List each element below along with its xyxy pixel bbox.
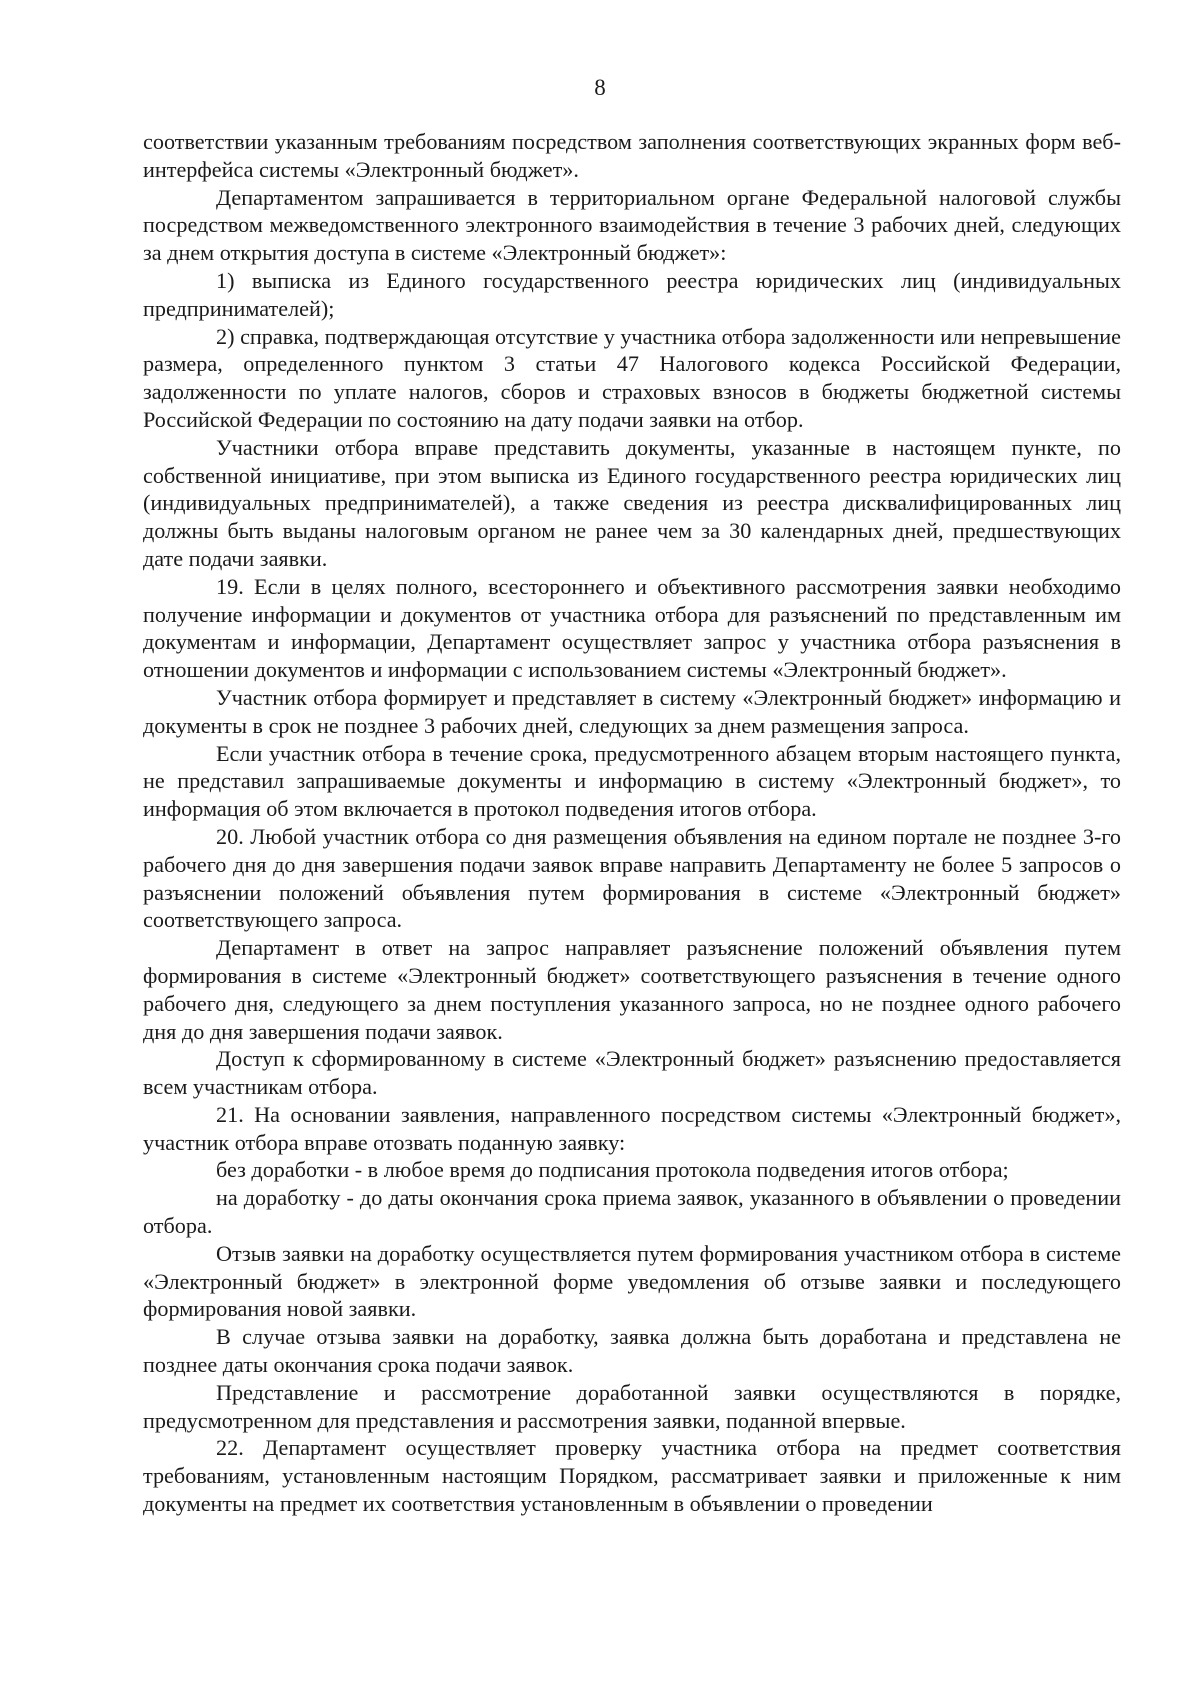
paragraph: 19. Если в целях полного, всестороннего и объективного рассмотрения заявки необходимо получение информации и документов от участника отбора для разъяснений по представленным им документам и информации, Департамент осуществляет запрос у участника отбора разъяснения в отношении документов и информации с использованием системы «Электронный бюджет».	[143, 573, 1121, 683]
page-number: 8	[594, 75, 606, 100]
document-body	[143, 128, 1121, 1518]
paragraph: Участники отбора вправе представить документы, указанные в настоящем пункте, по собственной инициативе, при этом выписка из Единого государственного реестра юридических лиц (индивидуальных предпринимателей), а также сведения из реестра дисквалифицированных лиц должны быть выданы налоговым органом не ранее чем за 30 календарных дней, предшествующих дате подачи заявки.	[143, 434, 1121, 571]
paragraph: Департамент в ответ на запрос направляет разъяснение положений объявления путем формирования в системе «Электронный бюджет» соответствующего разъяснения в течение одного рабочего дня, следующего за днем поступления указанного запроса, но не позднее одного рабочего дня до дня завершения подачи заявок.	[143, 935, 1121, 1044]
paragraph: Участник отбора формирует и представляет в систему «Электронный бюджет» информацию и документы в срок не позднее 3 рабочих дней, следующих за днем размещения запроса.	[143, 684, 1121, 738]
paragraph: на доработку - до даты окончания срока приема заявок, указанного в объявлении о проведении отбора.	[143, 1185, 1121, 1239]
paragraph: Департаментом запрашивается в территориальном органе Федеральной налоговой службы посредством межведомственного электронного взаимодействия в течение 3 рабочих дней, следующих за днем открытия доступа в системе «Электронный бюджет»:	[143, 184, 1121, 266]
paragraph: Отзыв заявки на доработку осуществляется путем формирования участником отбора в системе «Электронный бюджет» в электронной форме уведомления об отзыве заявки и последующего формирования новой заявки.	[143, 1240, 1121, 1322]
paragraph: 20. Любой участник отбора со дня размещения объявления на едином портале не позднее 3-го рабочего дня до дня завершения подачи заявок вправе направить Департаменту не более 5 запросов о разъяснении положений объявления путем формирования в системе «Электронный бюджет» соответствующего запроса.	[143, 823, 1121, 933]
paragraph: 2) справка, подтверждающая отсутствие у участника отбора задолженности или непревышение размера, определенного пунктом 3 статьи 47 Налогового кодекса Российской Федерации, задолженности по уплате налогов, сборов и страховых взносов в бюджеты бюджетной системы Российской Федерации по состоянию на дату подачи заявки на отбор.	[143, 323, 1121, 432]
paragraph: В случае отзыва заявки на доработку, заявка должна быть доработана и представлена не позднее даты окончания срока подачи заявок.	[143, 1324, 1121, 1378]
paragraph: 22. Департамент осуществляет проверку участника отбора на предмет соответствия требованиям, установленным настоящим Порядком, рассматривает заявки и приложенные к ним документы на предмет их соответствия установленным в объявлении о проведении	[143, 1435, 1121, 1517]
paragraph: 21. На основании заявления, направленного посредством системы «Электронный бюджет», участник отбора вправе отозвать поданную заявку:	[143, 1101, 1121, 1155]
paragraph: без доработки - в любое время до подписания протокола подведения итогов отбора;	[216, 1157, 1009, 1183]
paragraph: Если участник отбора в течение срока, предусмотренного абзацем вторым настоящего пункта, не представил запрашиваемые документы и информацию в систему «Электронный бюджет», то информация об этом включается в протокол подведения итогов отбора.	[143, 740, 1121, 822]
paragraph: соответствии указанным требованиям посредством заполнения соответствующих экранных форм веб-интерфейса системы «Электронный бюджет».	[143, 129, 1121, 182]
paragraph: Доступ к сформированному в системе «Электронный бюджет» разъяснению предоставляется всем участникам отбора.	[143, 1046, 1121, 1100]
paragraph: 1) выписка из Единого государственного реестра юридических лиц (индивидуальных предпринимателей);	[143, 267, 1121, 321]
paragraph: Представление и рассмотрение доработанной заявки осуществляются в порядке, предусмотренном для представления и рассмотрения заявки, поданной впервые.	[143, 1379, 1121, 1433]
